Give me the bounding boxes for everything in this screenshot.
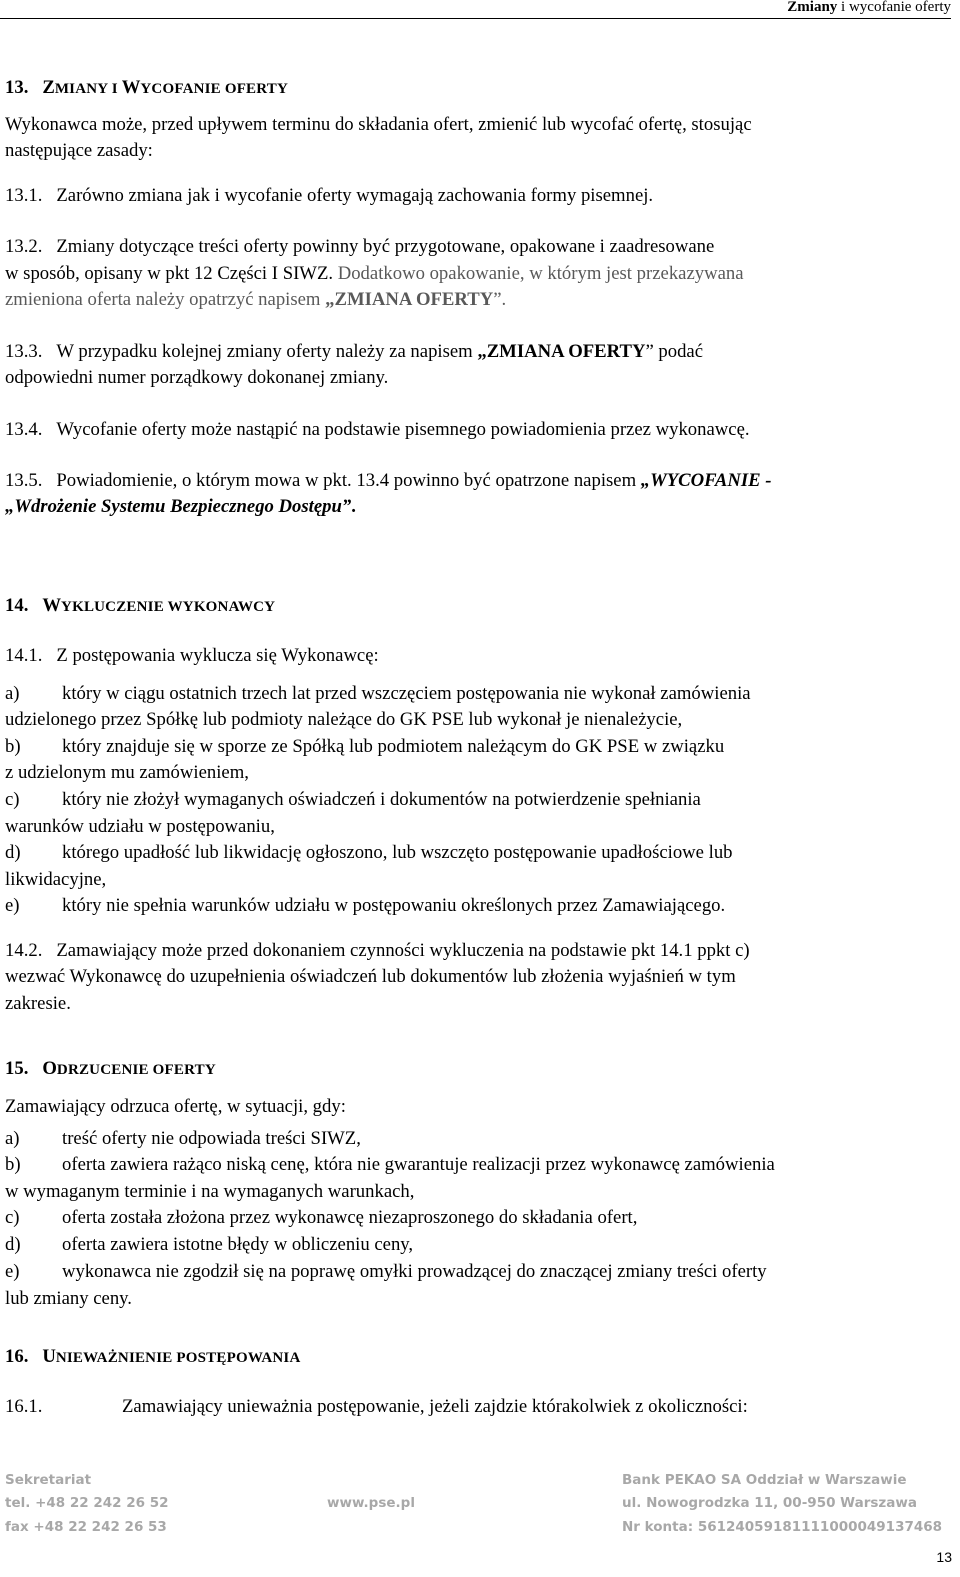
s14-item-b-line-1: b) który znajduje się w sporze ze Spółką lub podmiotem należącym do GK PSE w związku (5, 736, 725, 757)
s15-item-c-line-1: c) oferta została złożona przez wykonawcę niezaproszonego do składania ofert, (5, 1207, 638, 1228)
s15-intro: Zamawiający odrzuca ofertę, w sytuacji, gdy: (5, 1096, 346, 1117)
footer-website-link[interactable]: www.pse.pl (327, 1495, 415, 1511)
s14-p2-line-2: wezwać Wykonawcę do uzupełnienia oświadczeń lub dokumentów lub złożenia wyjaśnień w tym (5, 966, 736, 987)
running-header-title (787, 0, 951, 15)
s15-item-b-line-2: w wymaganym terminie i na wymaganych warunkach, (5, 1181, 415, 1202)
s16-p1: 16.1. Zamawiający unieważnia postępowanie, jeżeli zajdzie którakolwiek z okoliczności: (5, 1396, 748, 1417)
header-title-rest: i wycofanie oferty (837, 0, 951, 15)
s14-item-b-line-2: z udzielonym mu zamówieniem, (5, 762, 249, 783)
s13-p2-line-2: w sposób, opisany w pkt 12 Części I SIWZ. Dodatkowo opakowanie, w którym jest przekazywana (5, 263, 744, 284)
s15-item-e-line-1: e) wykonawca nie zgodził się na poprawę omyłki prowadzącej do znaczącej zmiany treści oferty (5, 1261, 767, 1282)
s15-item-a-line-1: a) treść oferty nie odpowiada treści SIWZ, (5, 1128, 361, 1149)
s14-item-d-line-2: likwidacyjne, (5, 869, 107, 890)
section-16-heading: 16. UNIEWAŻNIENIE POSTĘPOWANIA (5, 1346, 301, 1367)
s15-item-e-line-2: lub zmiany ceny. (5, 1288, 132, 1309)
s14-p1: 14.1. Z postępowania wyklucza się Wykonawcę: (5, 645, 379, 666)
s13-p3-line-2: odpowiedni numer porządkowy dokonanej zmiany. (5, 367, 389, 388)
s13-intro-line-1: Wykonawca może, przed upływem terminu do składania ofert, zmienić lub wycofać ofertę, stosując (5, 114, 752, 135)
section-14-heading: 14. WYKLUCZENIE WYKONAWCY (5, 595, 276, 616)
s14-item-a-line-2: udzielonego przez Spółkę lub podmioty należące do GK PSE lub wykonał je nienależycie, (5, 709, 683, 730)
footer-address: ul. Nowogrodzka 11, 00-950 Warszawa (622, 1495, 917, 1511)
section-13-heading: 13. ZMIANY I WYCOFANIE OFERTY (5, 77, 289, 98)
s14-item-e-line-1: e) który nie spełnia warunków udziału w postępowaniu określonych przez Zamawiającego. (5, 895, 726, 916)
section-15-heading: 15. ODRZUCENIE OFERTY (5, 1058, 216, 1079)
header-title-bold: Zmiany (787, 0, 838, 15)
footer-secretariat: Sekretariat (5, 1472, 92, 1488)
s13-p2-line-3: zmieniona oferta należy opatrzyć napisem „ZMIANA OFERTY”. (5, 289, 507, 310)
s14-item-c-line-1: c) który nie złożył wymaganych oświadczeń i dokumentów na potwierdzenie spełniania (5, 789, 701, 810)
s15-item-d-line-1: d) oferta zawiera istotne błędy w obliczeniu ceny, (5, 1234, 414, 1255)
footer-bank: Bank PEKAO SA Oddział w Warszawie (622, 1472, 907, 1488)
s13-p2-line-1: 13.2. Zmiany dotyczące treści oferty powinny być przygotowane, opakowane i zaadresowane (5, 236, 715, 257)
running-header (0, 0, 951, 19)
footer-account: Nr konta: 56124059181111000049137468 (622, 1519, 943, 1535)
s13-intro-line-2: następujące zasady: (5, 140, 153, 161)
s14-item-d-line-1: d) którego upadłość lub likwidację ogłoszono, lub wszczęto postępowanie upadłościowe lub (5, 842, 733, 863)
s15-item-b-line-1: b) oferta zawiera rażąco niską cenę, która nie gwarantuje realizacji przez wykonawcę zamówienia (5, 1154, 775, 1175)
s14-p2-line-1: 14.2. Zamawiający może przed dokonaniem czynności wykluczenia na podstawie pkt 14.1 ppkt c) (5, 940, 750, 961)
page-number: 13 (936, 1549, 952, 1565)
s13-p1: 13.1. Zarówno zmiana jak i wycofanie oferty wymagają zachowania formy pisemnej. (5, 185, 654, 206)
s13-p4: 13.4. Wycofanie oferty może nastąpić na podstawie pisemnego powiadomienia przez wykonawcę. (5, 419, 750, 440)
s13-p5-line-1: 13.5. Powiadomienie, o którym mowa w pkt. 13.4 powinno być opatrzone napisem „WYCOFANIE - (5, 470, 772, 491)
footer-fax: fax +48 22 242 26 53 (5, 1519, 167, 1535)
s14-p2-line-3: zakresie. (5, 993, 71, 1014)
footer-phone: tel. +48 22 242 26 52 (5, 1495, 169, 1511)
s14-item-a-line-1: a) który w ciągu ostatnich trzech lat przed wszczęciem postępowania nie wykonał zamówienia (5, 683, 751, 704)
s13-p5-line-2: „Wdrożenie Systemu Bezpiecznego Dostępu”. (5, 496, 356, 517)
s14-item-c-line-2: warunków udziału w postępowaniu, (5, 816, 275, 837)
s13-p3-line-1: 13.3. W przypadku kolejnej zmiany oferty należy za napisem „ZMIANA OFERTY” podać (5, 341, 704, 362)
